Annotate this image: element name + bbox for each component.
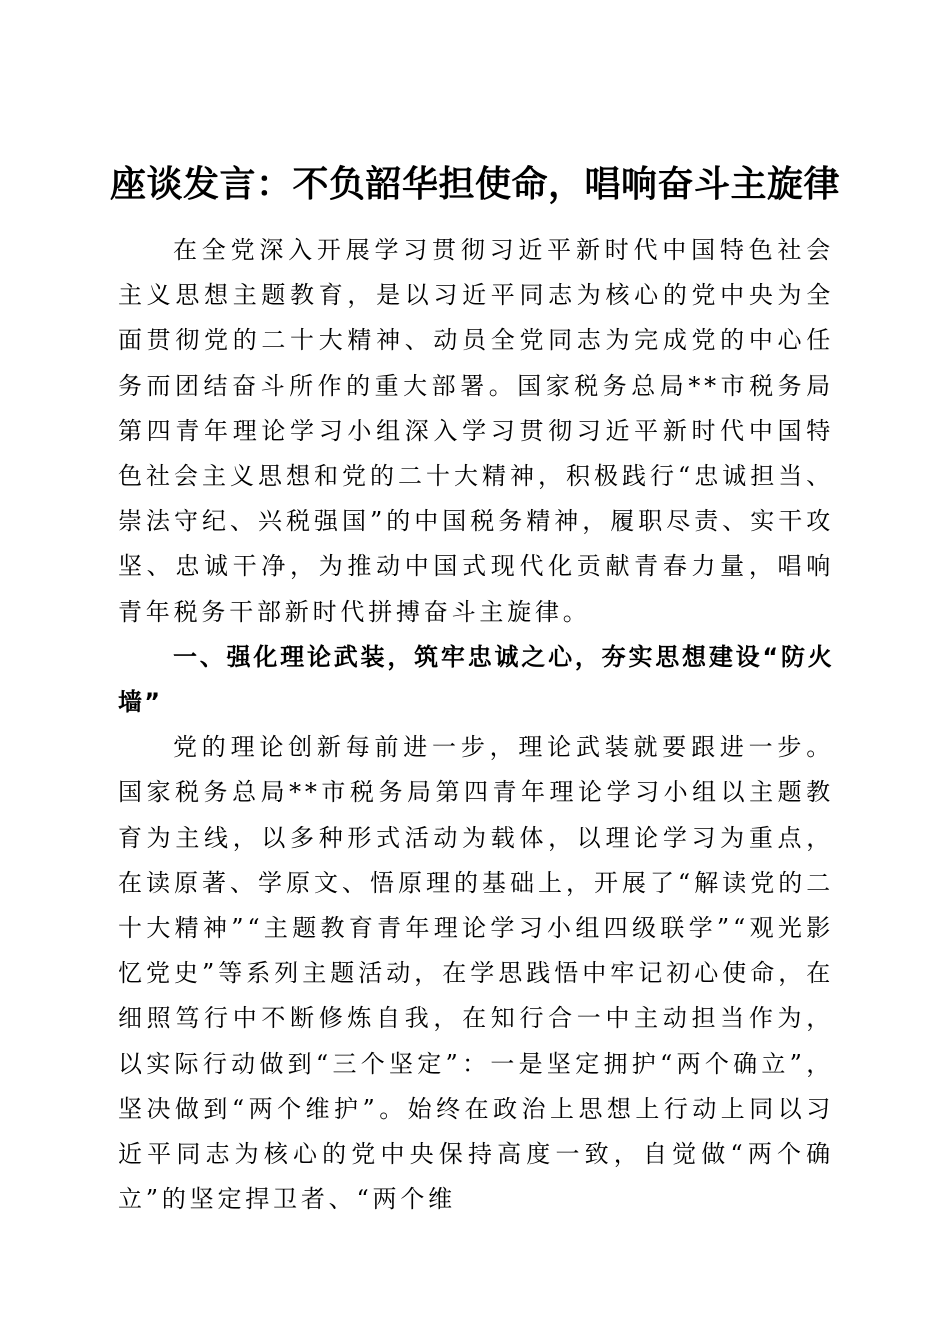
section-paragraph: 党的理论创新每前进一步，理论武装就要跟进一步。国家税务总局**市税务局第四青年理论学习小组以主题教育为主线，以多种形式活动为载体，以理论学习为重点，在读原著、学原文、悟原理的基础上，开展了“解读党的二十大精神”“主题教育青年理论学习小组四级联学”“观光影忆党史”等系列主题活动，在学思践悟中牢记初心使命，在细照笃行中不断修炼自我，在知行合一中主动担当作为，以实际行动做到“三个坚定”：一是坚定拥护“两个确立”，坚决做到“两个维护”。始终在政治上思想上行动上同以习近平同志为核心的党中央保持高度一致，自觉做“两个确立”的坚定捍卫者、“两个维	[118, 733, 834, 1214]
section-heading: 一、强化理论武装，筑牢忠诚之心，夯实思想建设“防火墙”	[118, 642, 834, 717]
intro-paragraph: 在全党深入开展学习贯彻习近平新时代中国特色社会主义思想主题教育，是以习近平同志为核心的党中央为全面贯彻党的二十大精神、动员全党同志为完成党的中心任务而团结奋斗所作的重大部署。国家税务总局**市税务局第四青年理论学习小组深入学习贯彻习近平新时代中国特色社会主义思想和党的二十大精神，积极践行“忠诚担当、崇法守纪、兴税强国”的中国税务精神，履职尽责、实干攻坚、忠诚干净，为推动中国式现代化贡献青春力量，唱响青年税务干部新时代拼搏奋斗主旋律。	[118, 236, 834, 626]
document-body	[118, 228, 834, 1222]
page-title: 座谈发言：不负韶华担使命，唱响奋斗主旋律	[109, 164, 840, 206]
